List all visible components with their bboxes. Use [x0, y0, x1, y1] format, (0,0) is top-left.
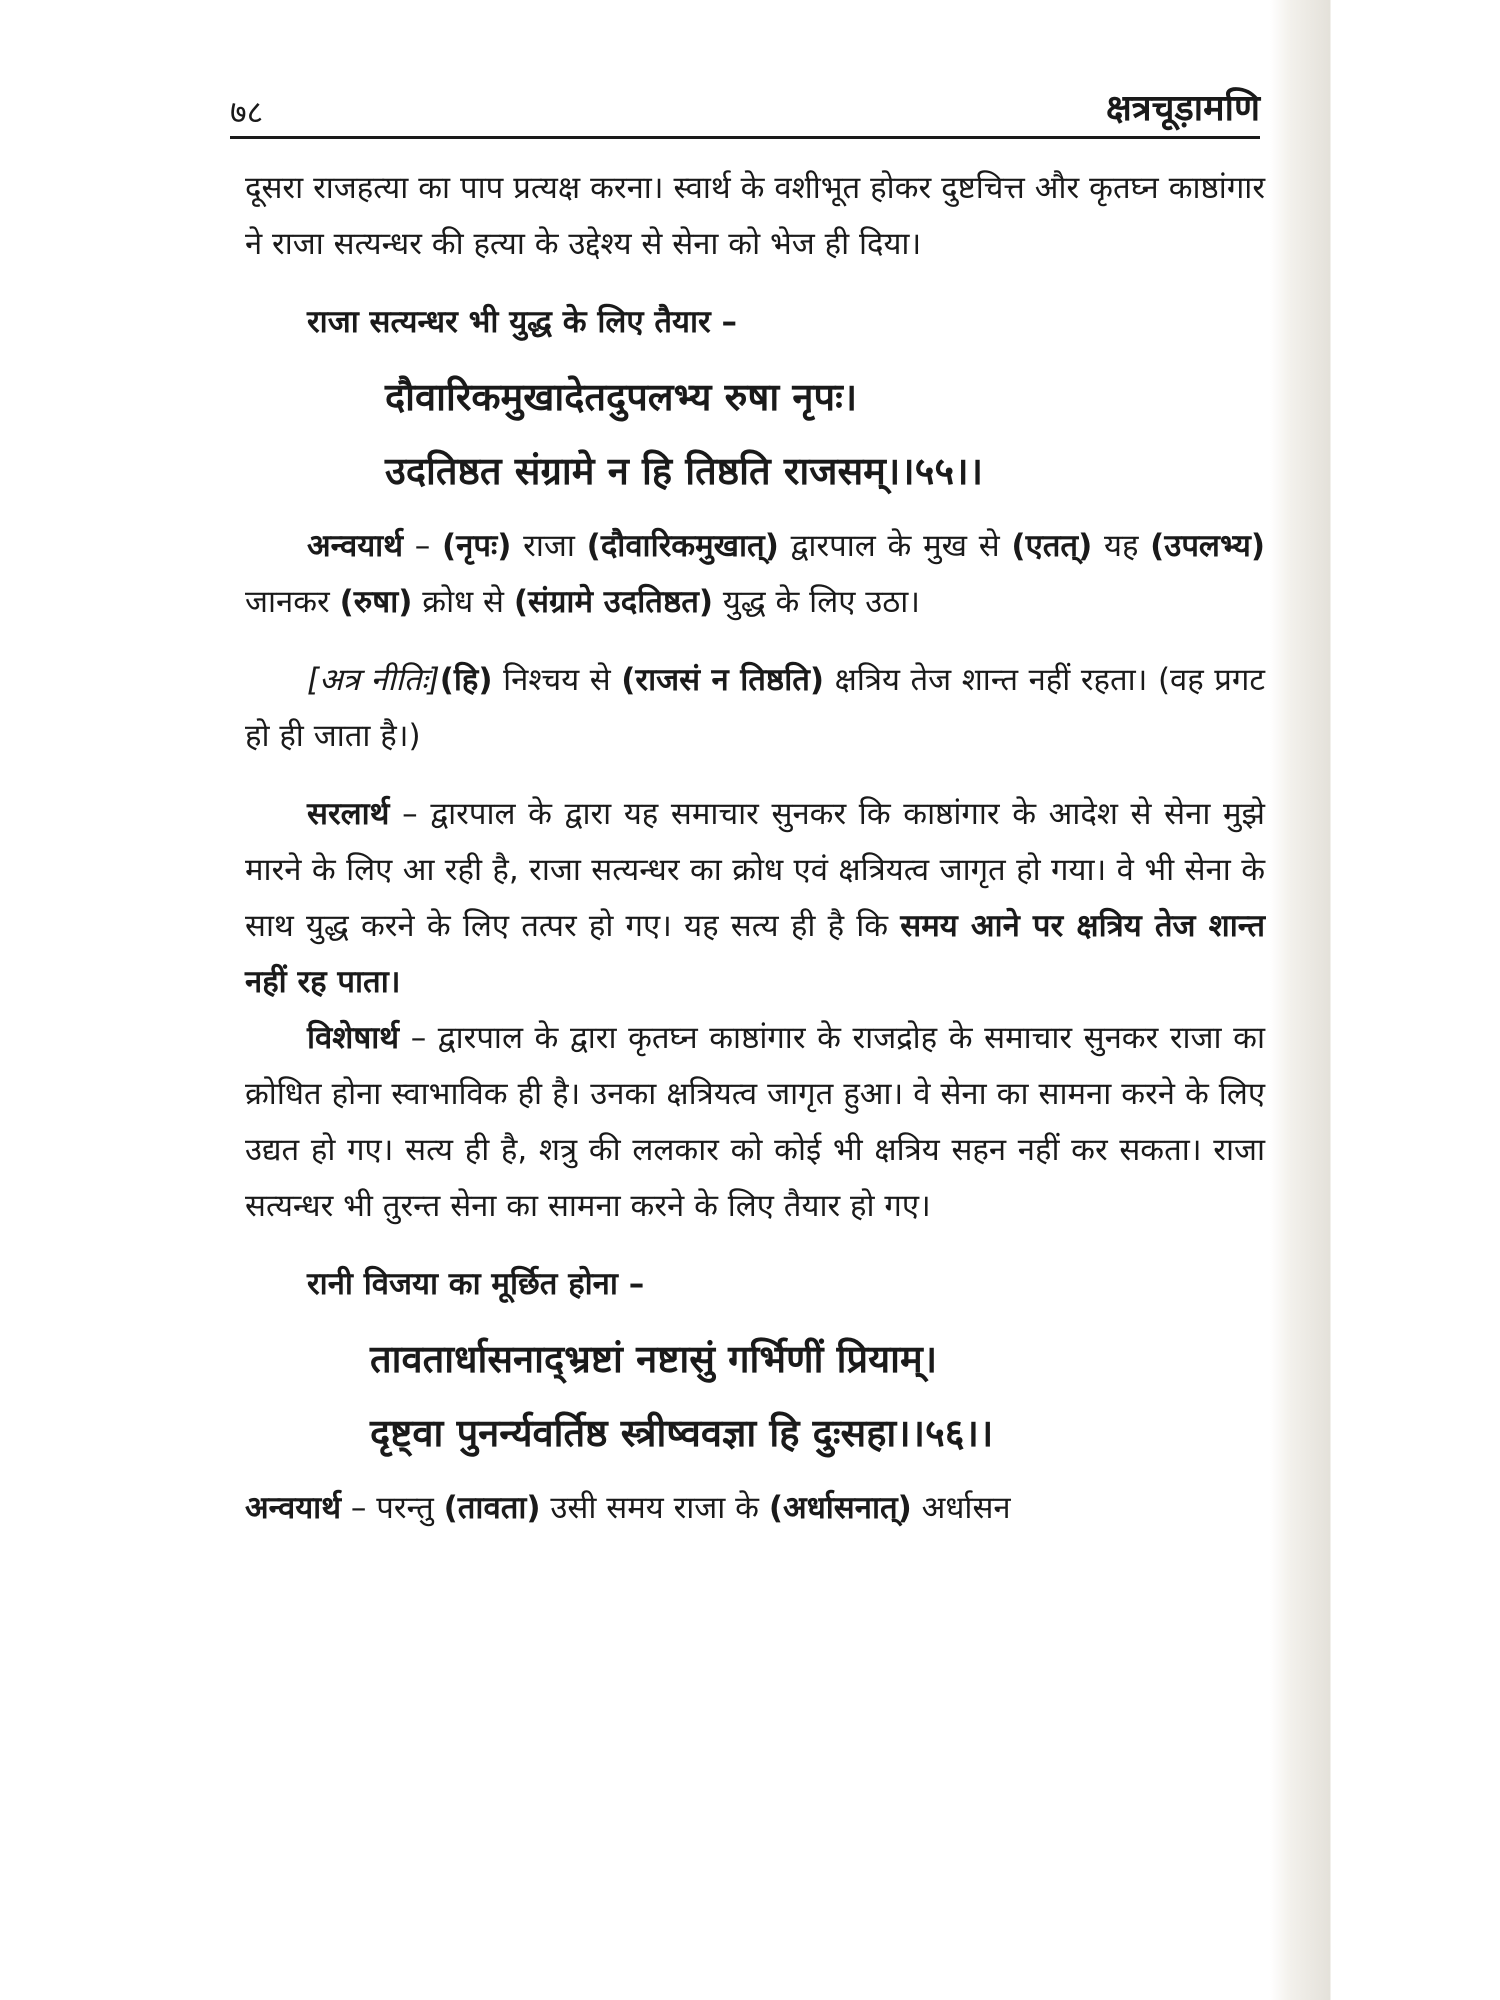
gloss: द्वारपाल के द्वारा कृतघ्न काष्ठांगार के राजद्रोह के समाचार सुनकर राजा का क्रोधित होना स्वाभाविक ही है। उनका क्षत्रियत्व जागृत हुआ। वे सेना का सामना करने के लिए उद्यत हो गए। सत्य ही है, शत्रु की ललकार को कोई भी क्षत्रिय सहन नहीं कर सकता। राजा सत्यन्धर भी तुरन्त सेना का सामना करने के लिए तैयार हो गए। [245, 1020, 1265, 1224]
term: (हि) [439, 662, 493, 698]
dash: – [389, 796, 431, 832]
running-title: क्षत्रचूड़ामणि [1105, 88, 1260, 129]
anvayartha-55 [245, 518, 1265, 630]
term: (दौवारिकमुखात्) [586, 528, 779, 564]
spacer [245, 630, 1265, 652]
page-number: ७८ [230, 93, 264, 131]
gloss: परन्तु [376, 1490, 444, 1526]
section-heading-rani-faints: रानी विजया का मूर्छित होना – [307, 1266, 645, 1302]
gloss: निश्चय से [492, 662, 622, 698]
dash: – [341, 1490, 377, 1526]
visheshartha-label: विशेषार्थ [307, 1020, 400, 1056]
term: (एतत्) [1011, 528, 1093, 564]
gloss: युद्ध के लिए उठा। [713, 584, 920, 620]
gloss: जानकर [245, 584, 340, 620]
dash: – [403, 528, 442, 564]
verse-56 [370, 1322, 1265, 1470]
anvayartha-56 [245, 1480, 1265, 1536]
niti-label: [अत्र नीतिः] [307, 662, 440, 698]
section-heading-raja-ready: राजा सत्यन्धर भी युद्ध के लिए तैयार – [307, 304, 737, 340]
term: (नृपः) [442, 528, 512, 564]
gloss: क्षत्रिय तेज शान्त नहीं रहता। (वह प्रगट हो ही जाता है।) [245, 662, 1265, 754]
verse-55-line-1: दौवारिकमुखादेतदुपलभ्य रुषा नृपः। [385, 375, 858, 419]
verse-56-line-1: तावतार्धासनाद्भ्रष्टां नष्टासुं गर्भिणीं प्रियाम्। [370, 1337, 938, 1381]
term: (रुषा) [339, 584, 413, 620]
gloss: यह [1092, 528, 1151, 564]
gloss: राजा [511, 528, 587, 564]
verse-56-line-2: दृष्ट्वा पुनर्न्यवर्तिष्ठ स्त्रीष्ववज्ञा हि दुःसहा।।५६।। [370, 1411, 994, 1455]
term: (अर्धासनात्) [768, 1490, 912, 1526]
saralartha-label: सरलार्थ [307, 796, 390, 832]
anvayartha-label: अन्वयार्थ [307, 528, 404, 564]
emphasis: समय आने पर क्षत्रिय तेज शान्त नहीं रह पाता। [245, 908, 1265, 1000]
gloss: द्वारपाल के मुख से [778, 528, 1012, 564]
page-header [230, 78, 1260, 138]
anvayartha-label: अन्वयार्थ [245, 1490, 342, 1526]
verse-55 [385, 360, 1265, 508]
saralartha-paragraph [245, 786, 1265, 1010]
verse-55-line-2: उदतिष्ठत संग्रामे न हि तिष्ठति राजसम्।।५५।। [385, 449, 983, 493]
header-rule [230, 136, 1260, 139]
term: (संग्रामे उदतिष्ठत) [513, 584, 714, 620]
paragraph-continuation: दूसरा राजहत्या का पाप प्रत्यक्ष करना। स्वार्थ के वशीभूत होकर दुष्टचित्त और कृतघ्न काष्ठांगार ने राजा सत्यन्धर की हत्या के उद्देश्य से सेना को भेज ही दिया। [245, 170, 1265, 262]
term: (उपलभ्य) [1150, 528, 1265, 564]
spacer [245, 764, 1265, 786]
gloss: अर्धासन [911, 1490, 1011, 1526]
term: (तावता) [443, 1490, 541, 1526]
gloss: क्रोध से [412, 584, 514, 620]
term: (राजसं न तिष्ठति) [621, 662, 825, 698]
niti-paragraph [245, 652, 1265, 764]
gloss: उसी समय राजा के [540, 1490, 769, 1526]
visheshartha-paragraph [245, 1010, 1265, 1234]
page-body [245, 160, 1265, 1536]
dash: – [399, 1020, 438, 1056]
gloss: द्वारपाल के द्वारा यह समाचार सुनकर कि काष्ठांगार के आदेश से सेना मुझे मारने के लिए आ रही है, राजा सत्यन्धर का क्रोध एवं क्षत्रियत्व जागृत हो गया। वे भी सेना के साथ युद्ध करने के लिए तत्पर हो गए। यह सत्य ही है कि [245, 796, 1265, 944]
